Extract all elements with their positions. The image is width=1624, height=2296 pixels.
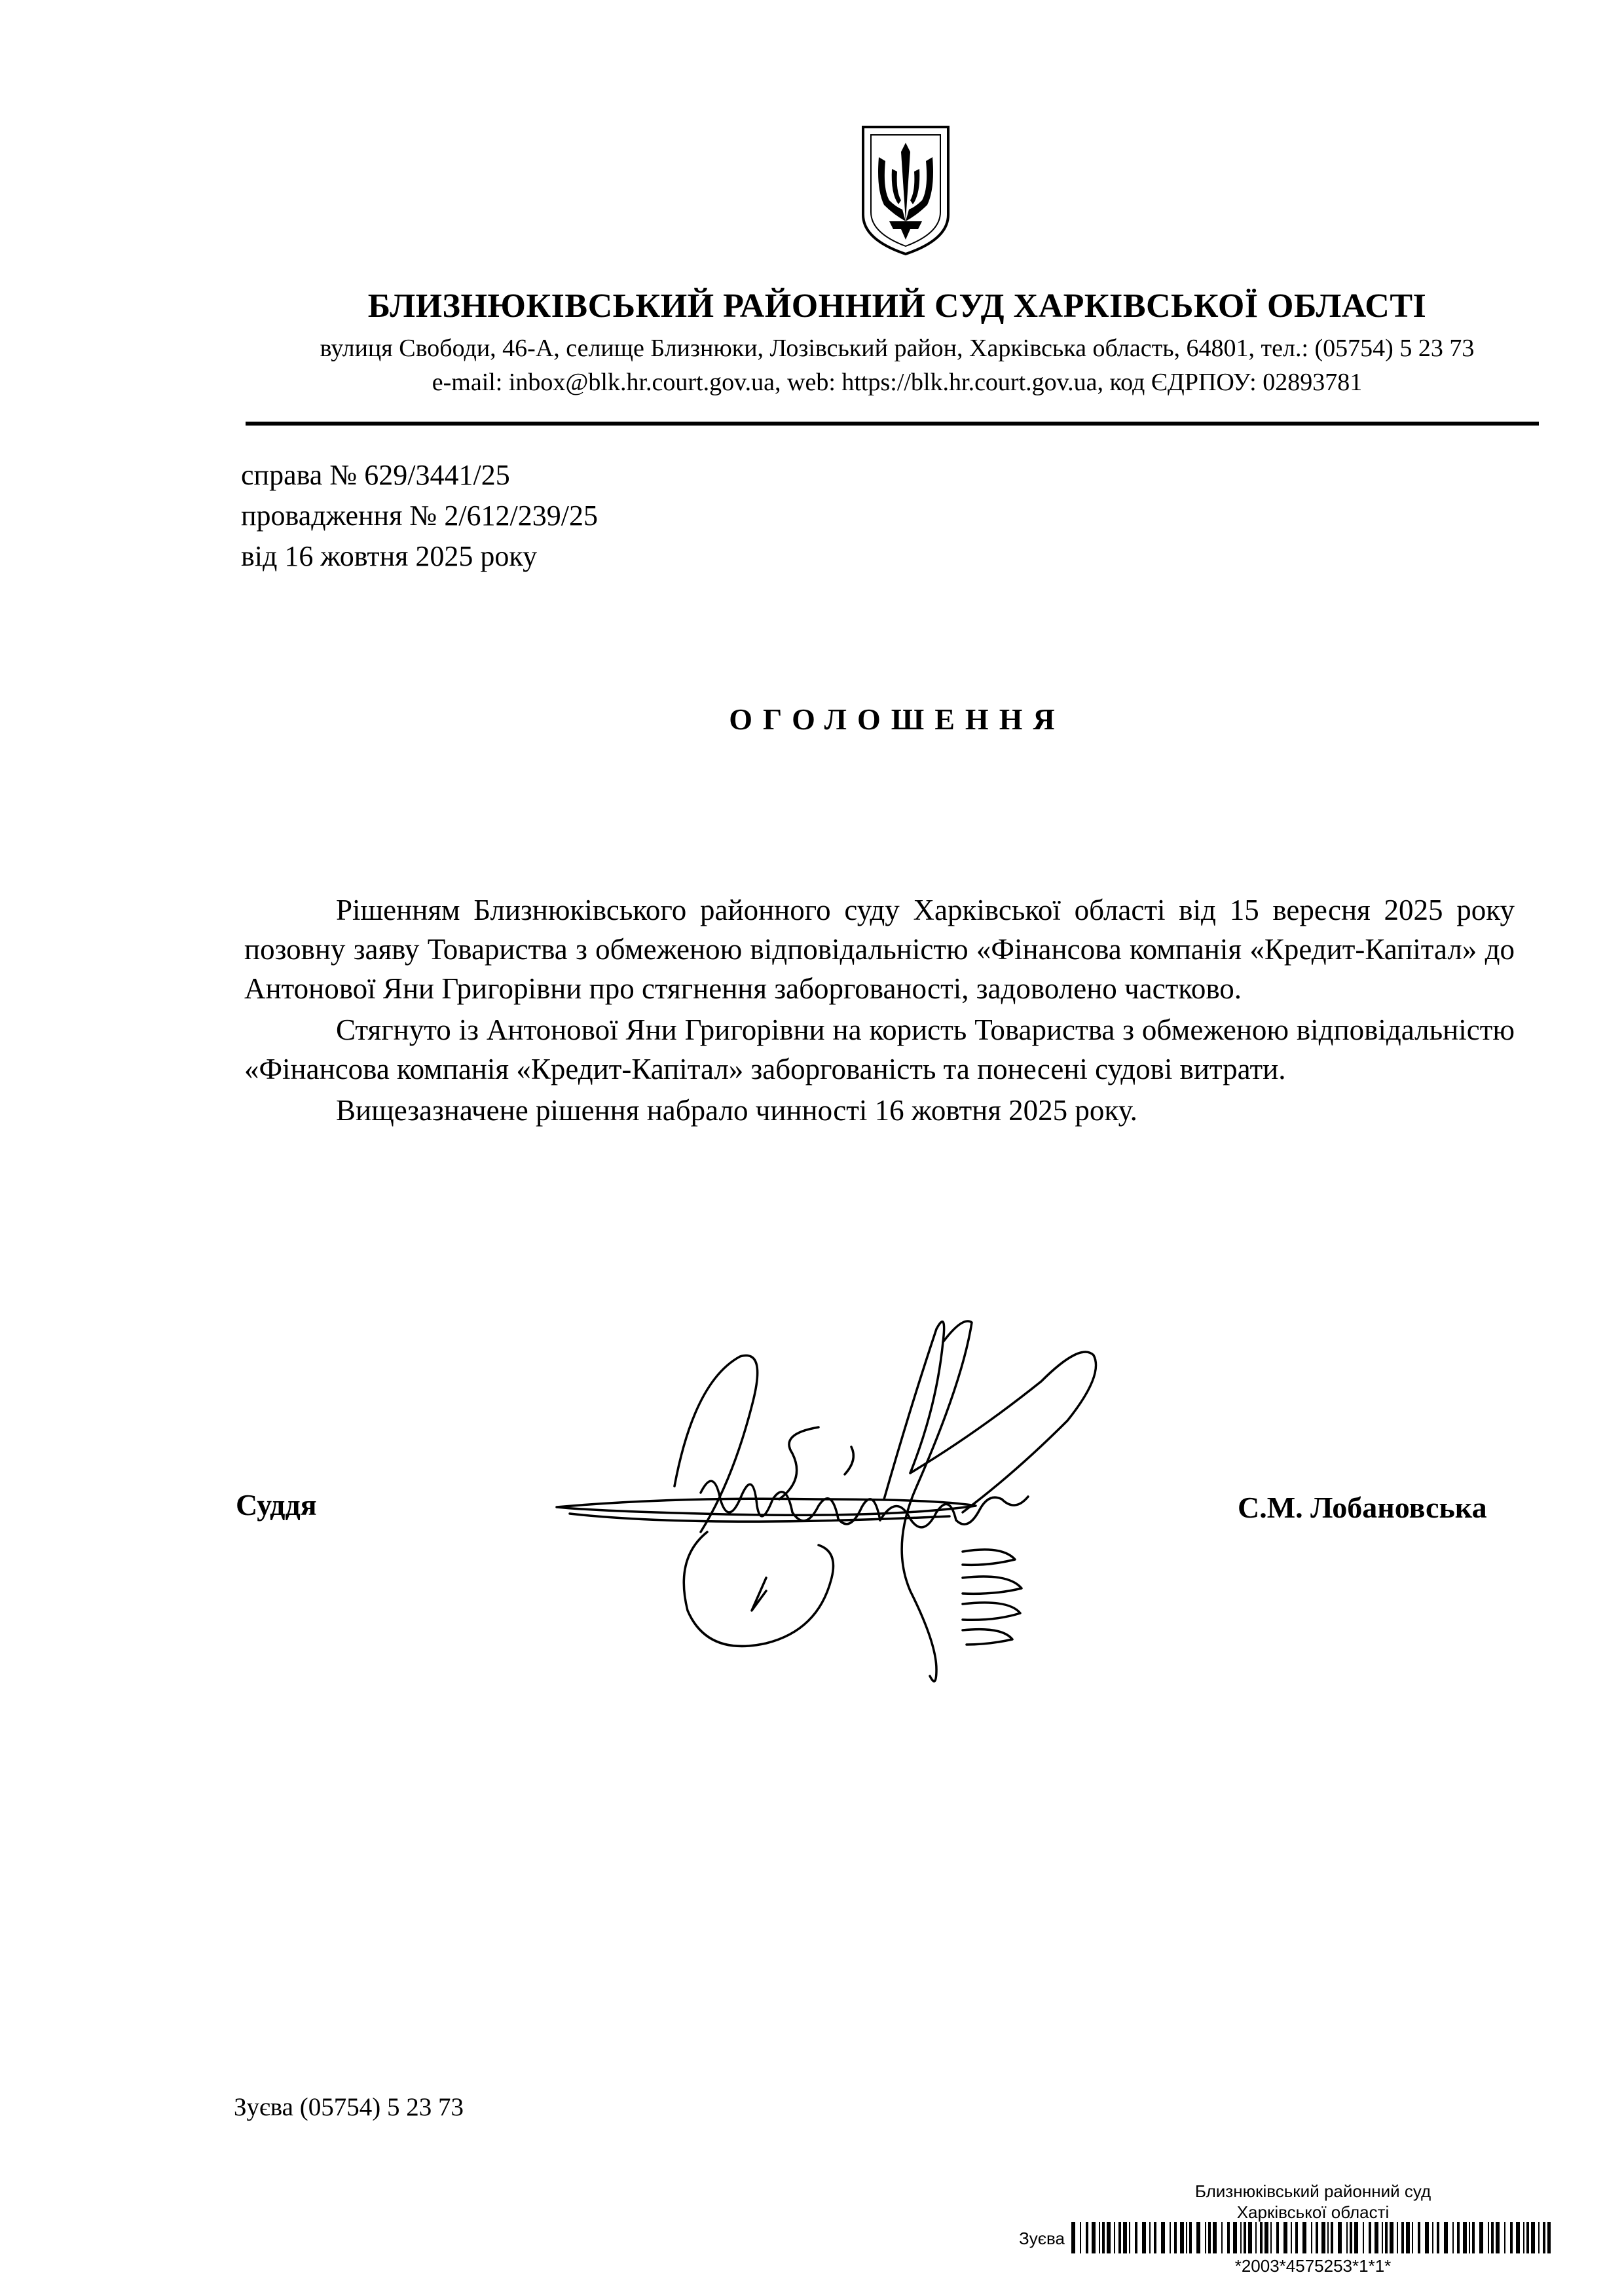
barcode-bar <box>1316 2222 1318 2253</box>
barcode-bar <box>1463 2222 1467 2253</box>
barcode-bar <box>1221 2222 1223 2253</box>
barcode-bar <box>1321 2222 1325 2253</box>
barcode-bar <box>1107 2222 1111 2253</box>
barcode-bar <box>1099 2222 1100 2253</box>
executor-contact: Зуєва (05754) 5 23 73 <box>234 2093 464 2121</box>
barcode-bar <box>1526 2222 1529 2253</box>
barcode-bar <box>1205 2222 1206 2253</box>
barcode-bar <box>1302 2222 1306 2253</box>
barcode-bar <box>1135 2222 1137 2253</box>
body-paragraph: Рішенням Близнюківського районного суду Харківської області від 15 вересня 2025 року позовну заяву Товариства з обмеженою відповідальністю «Фінансова компанія «Кредит-Капітал» до Антонової Яни Григорівни про стягнення заборгованості, задоволено частково. <box>244 894 1515 1005</box>
body-paragraph: Вищезазначене рішення набрало чинності 16 жовтня 2025 року. <box>336 1094 1137 1127</box>
barcode-bar <box>1346 2222 1348 2253</box>
barcode-bar <box>1189 2222 1192 2253</box>
announcement-body <box>244 890 1515 1132</box>
barcode-bar <box>1375 2222 1378 2253</box>
barcode-bar <box>1401 2222 1404 2253</box>
barcode-bar <box>1543 2222 1545 2253</box>
document-date: від 16 жовтня 2025 року <box>241 540 538 572</box>
barcode-bar <box>1350 2222 1352 2253</box>
barcode-bar <box>1354 2222 1358 2253</box>
barcode-bar <box>1123 2222 1127 2253</box>
barcode-bar <box>1397 2222 1398 2253</box>
barcode-bar <box>1080 2222 1081 2253</box>
barcode-bar <box>1432 2222 1433 2253</box>
barcode-bar <box>1457 2222 1460 2253</box>
proceeding-number: провадження № 2/612/239/25 <box>241 500 598 532</box>
barcode-bar <box>1213 2222 1217 2253</box>
barcode-bar <box>1311 2222 1312 2253</box>
barcode-bar <box>1086 2222 1088 2253</box>
document-title: ОГОЛОШЕННЯ <box>729 702 1065 736</box>
court-address: вулиця Свободи, 46-А, селище Близнюки, Лозівський район, Харківська область, 64801, тел.: (05754) 5 23 73 <box>320 335 1475 362</box>
barcode-bar <box>1412 2222 1413 2253</box>
barcode-bar <box>1510 2222 1513 2253</box>
barcode-number: *2003*4575253*1*1* <box>1234 2256 1392 2276</box>
barcode-bar <box>1208 2222 1211 2253</box>
barcode-bar <box>1406 2222 1410 2253</box>
barcode-bar <box>1092 2222 1096 2253</box>
barcode-bar <box>1291 2222 1292 2253</box>
barcode-bar <box>1186 2222 1187 2253</box>
barcode-bar <box>1327 2222 1329 2253</box>
handwritten-signature <box>544 1303 1120 1709</box>
barcode-bar <box>1244 2222 1246 2253</box>
barcode-bar <box>1174 2222 1177 2253</box>
barcode-bar <box>1071 2222 1075 2253</box>
barcode-bar <box>1547 2222 1551 2253</box>
barcode-bar <box>1196 2222 1200 2253</box>
barcode-bar <box>1161 2222 1165 2253</box>
barcode-bar <box>1260 2222 1263 2253</box>
barcode-bar <box>1142 2222 1146 2253</box>
barcode-bar <box>1170 2222 1171 2253</box>
case-number: справа № 629/3441/25 <box>241 459 510 491</box>
barcode-bar <box>1248 2222 1252 2253</box>
barcode-bar <box>1295 2222 1298 2253</box>
registry-stamp-court: Близнюківський районний суд <box>1194 2181 1431 2201</box>
barcode-bar <box>1531 2222 1535 2253</box>
barcode-bar <box>1425 2222 1429 2253</box>
barcode-bar <box>1129 2222 1130 2253</box>
judge-position: Суддя <box>236 1488 317 1522</box>
registry-stamp-label: Зуєва <box>1019 2229 1065 2248</box>
barcode-bar <box>1149 2222 1151 2253</box>
barcode-bar <box>1227 2222 1230 2253</box>
registry-stamp-region: Харківської області <box>1236 2202 1390 2222</box>
barcode-bar <box>1504 2222 1505 2253</box>
barcode-bar <box>1444 2222 1448 2253</box>
barcode-bar <box>1369 2222 1371 2253</box>
body-paragraph: Стягнуто із Антонової Яни Григорівни на користь Товариства з обмеженою відповідальністю «Фінансова компанія «Кредит-Капітал» заборгованість та понесені судові витрати. <box>244 1013 1515 1085</box>
barcode-bar <box>1255 2222 1257 2253</box>
barcode-bar <box>1154 2222 1156 2253</box>
barcode-bar <box>1488 2222 1489 2253</box>
barcode-bar <box>1390 2222 1393 2253</box>
barcode-bar <box>1102 2222 1105 2253</box>
barcode-bar <box>1479 2222 1483 2253</box>
barcode-bar <box>1331 2222 1333 2253</box>
barcode-bar <box>1385 2222 1388 2253</box>
barcode-bar <box>1496 2222 1500 2253</box>
barcode-bar <box>1452 2222 1454 2253</box>
barcode-bar <box>1491 2222 1494 2253</box>
barcode-bar <box>1523 2222 1524 2253</box>
barcode-bar <box>1469 2222 1470 2253</box>
barcode-bar <box>1270 2222 1272 2253</box>
barcode-bar <box>1114 2222 1115 2253</box>
court-name: БЛИЗНЮКІВСЬКИЙ РАЙОННИЙ СУД ХАРКІВСЬКОЇ ОБЛАСТІ <box>367 287 1427 325</box>
barcode-icon <box>1071 2222 1551 2253</box>
court-contacts: e-mail: inbox@blk.hr.court.gov.ua, web: https://blk.hr.court.gov.ua, код ЄДРПОУ: 02893781 <box>432 369 1363 396</box>
barcode-bar <box>1382 2222 1383 2253</box>
barcode-bar <box>1276 2222 1279 2253</box>
barcode-bar <box>1180 2222 1184 2253</box>
barcode-bar <box>1118 2222 1121 2253</box>
barcode-bar <box>1437 2222 1439 2253</box>
judge-name: С.М. Лобановська <box>1238 1491 1487 1524</box>
barcode-bar <box>1538 2222 1540 2253</box>
barcode-bar <box>1338 2222 1342 2253</box>
barcode-bar <box>1418 2222 1420 2253</box>
barcode-bar <box>1363 2222 1364 2253</box>
header-divider <box>246 422 1539 426</box>
barcode-bar <box>1264 2222 1268 2253</box>
barcode-bar <box>1233 2222 1237 2253</box>
barcode-bar <box>1472 2222 1475 2253</box>
barcode-bar <box>1283 2222 1287 2253</box>
barcode-bar <box>1516 2222 1520 2253</box>
barcode-bar <box>1240 2222 1242 2253</box>
trident-coat-of-arms-icon <box>858 123 953 257</box>
